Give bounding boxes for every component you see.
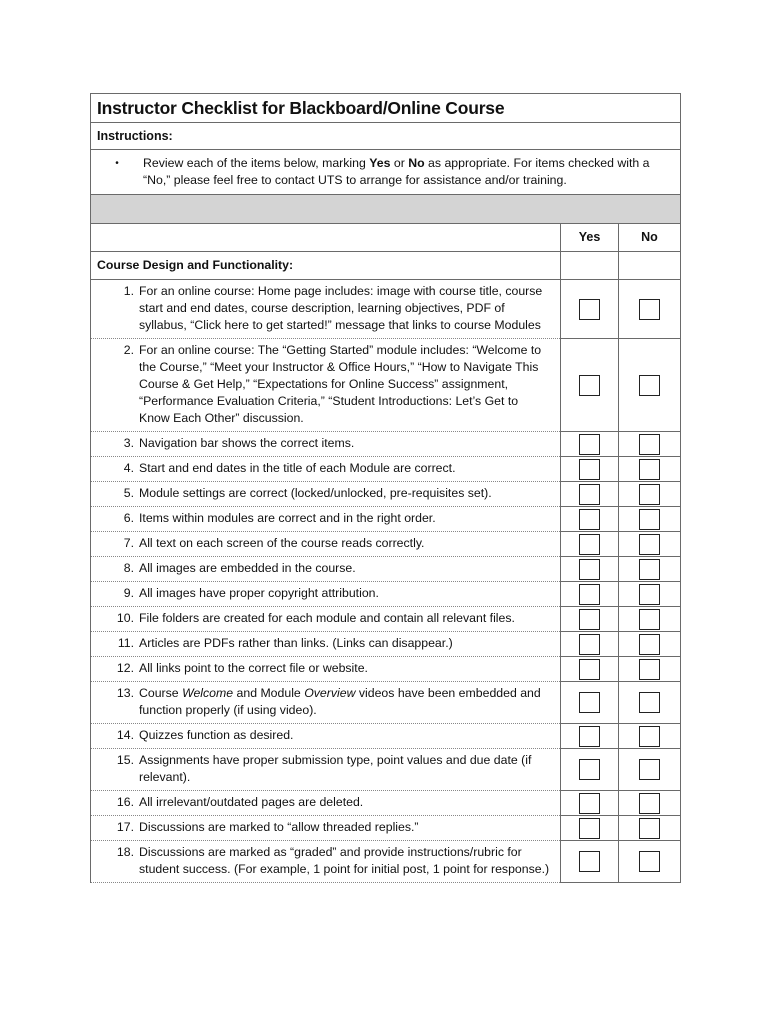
yes-cell [561,339,619,432]
item-number: 11. [117,636,134,650]
checklist-row [91,482,681,507]
item-text: Navigation bar shows the correct items. [139,436,355,450]
no-column-header: No [619,224,681,252]
item-number: 13. [116,686,134,700]
item-number: 2. [123,343,134,357]
yes-checkbox[interactable] [579,793,600,814]
item-text: File folders are created for each module and contain all relevant files. [139,611,515,625]
item-text: Discussions are marked as “graded” and provide instructions/rubric for student success. (For example, 1 point for initial post, 1 point for response.) [139,845,550,876]
item-number: 14. [116,728,134,742]
checklist-row [91,841,681,883]
no-checkbox[interactable] [639,375,660,396]
item-cell [91,749,561,791]
item-text: Quizzes function as desired. [139,728,294,742]
yes-cell [561,657,619,682]
yes-checkbox[interactable] [579,584,600,605]
checklist-row [91,724,681,749]
no-cell [619,482,681,507]
no-cell [619,749,681,791]
yes-cell [561,749,619,791]
no-cell [619,607,681,632]
no-cell [619,582,681,607]
item-text: Module settings are correct (locked/unlocked, pre-requisites set). [139,486,492,500]
yes-checkbox[interactable] [579,484,600,505]
yes-cell [561,841,619,883]
yes-cell [561,457,619,482]
item-text: All images have proper copyright attribution. [139,586,379,600]
item-number: 6. [123,511,134,525]
checklist-row [91,457,681,482]
item-cell [91,841,561,883]
no-checkbox[interactable] [639,609,660,630]
item-number: 7. [123,536,134,550]
item-number: 15. [116,753,134,767]
checklist-row [91,791,681,816]
no-checkbox[interactable] [639,559,660,580]
checklist-row [91,749,681,791]
item-cell [91,607,561,632]
item-text: All text on each screen of the course reads correctly. [139,536,425,550]
yes-checkbox[interactable] [579,659,600,680]
item-number: 16. [116,795,134,809]
item-cell [91,657,561,682]
yes-checkbox[interactable] [579,634,600,655]
yes-checkbox[interactable] [579,818,600,839]
checklist-items [91,280,681,883]
no-checkbox[interactable] [639,851,660,872]
yes-cell [561,557,619,582]
no-cell [619,682,681,724]
no-cell [619,280,681,339]
no-cell [619,816,681,841]
no-cell [619,557,681,582]
checklist-row [91,682,681,724]
no-checkbox[interactable] [639,509,660,530]
item-number: 3. [123,436,134,450]
yes-checkbox[interactable] [579,759,600,780]
no-checkbox[interactable] [639,299,660,320]
item-text: For an online course: The “Getting Started” module includes: “Welcome to the Course,” “Meet your Instructor & Office Hours,” “How to Navigate This Course & Get Help,” “Expectations for Online Success” assignment, “Performance Evaluation Criteria,” “Student Introductions: Let’s Get to Know Each Other” discussion. [139,343,542,425]
yes-cell [561,816,619,841]
bullet-icon: • [115,158,119,169]
no-checkbox[interactable] [639,759,660,780]
no-cell [619,457,681,482]
item-number: 17. [116,820,134,834]
no-checkbox[interactable] [639,793,660,814]
no-checkbox[interactable] [639,484,660,505]
yes-cell [561,532,619,557]
no-checkbox[interactable] [639,659,660,680]
yes-checkbox[interactable] [579,726,600,747]
yes-checkbox[interactable] [579,534,600,555]
item-text: Course Welcome and Module Overview videos have been embedded and function properly (if using video). [139,686,541,717]
item-number: 1. [123,284,134,298]
no-checkbox[interactable] [639,584,660,605]
no-cell [619,724,681,749]
yes-checkbox[interactable] [579,375,600,396]
no-cell [619,632,681,657]
item-text: Start and end dates in the title of each Module are correct. [139,461,456,475]
yes-cell [561,724,619,749]
checklist-row [91,557,681,582]
yes-checkbox[interactable] [579,559,600,580]
yes-checkbox[interactable] [579,299,600,320]
yes-cell [561,682,619,724]
item-text: For an online course: Home page includes: image with course title, course start and end dates, course description, learning objectives, PDF of syllabus, “Click here to get started!” message that links to course Modules [139,284,543,332]
item-text: All links point to the correct file or website. [139,661,368,675]
yes-cell [561,791,619,816]
checklist-row [91,632,681,657]
item-number: 4. [123,461,134,475]
section-title: Course Design and Functionality: [91,252,561,280]
yes-cell [561,582,619,607]
yes-column-header: Yes [561,224,619,252]
item-number: 12. [116,661,134,675]
gray-separator-row [91,195,681,224]
item-cell [91,557,561,582]
page-title: Instructor Checklist for Blackboard/Online Course [91,94,681,123]
checklist-row [91,507,681,532]
item-cell [91,532,561,557]
item-number: 5. [123,486,134,500]
instruction-body: Review each of the items below, marking Yes or No as appropriate. For items checked with a “No,” please feel free to contact UTS to arrange for assistance and/or training. [143,156,650,187]
yes-cell [561,432,619,457]
section-no-blank [619,252,681,280]
item-cell [91,457,561,482]
item-cell [91,339,561,432]
item-cell [91,682,561,724]
item-number: 18. [116,845,134,859]
checklist-row [91,607,681,632]
yes-cell [561,507,619,532]
item-cell [91,791,561,816]
checklist-row [91,339,681,432]
item-number: 10. [116,611,134,625]
no-cell [619,432,681,457]
checklist-row [91,657,681,682]
no-cell [619,532,681,557]
no-checkbox[interactable] [639,434,660,455]
checklist-row [91,532,681,557]
no-checkbox[interactable] [639,534,660,555]
yes-cell [561,607,619,632]
item-text: All irrelevant/outdated pages are deleted. [139,795,364,809]
header-blank-cell [91,224,561,252]
yes-cell [561,632,619,657]
yes-cell [561,280,619,339]
yes-checkbox[interactable] [579,509,600,530]
checklist-row [91,816,681,841]
yes-checkbox[interactable] [579,434,600,455]
item-text: All images are embedded in the course. [139,561,356,575]
no-checkbox[interactable] [639,692,660,713]
item-cell [91,280,561,339]
section-yes-blank [561,252,619,280]
no-cell [619,841,681,883]
item-text: Discussions are marked to “allow threaded replies.” [139,820,419,834]
no-checkbox[interactable] [639,634,660,655]
no-checkbox[interactable] [639,459,660,480]
no-cell [619,657,681,682]
item-cell [91,632,561,657]
item-number: 8. [123,561,134,575]
checklist-row [91,582,681,607]
no-cell [619,507,681,532]
instructions-label: Instructions: [91,123,681,150]
item-cell [91,432,561,457]
item-cell [91,582,561,607]
no-cell [619,791,681,816]
no-checkbox[interactable] [639,818,660,839]
item-text: Articles are PDFs rather than links. (Links can disappear.) [139,636,453,650]
item-cell [91,482,561,507]
item-text: Assignments have proper submission type, point values and due date (if relevant). [139,753,532,784]
instructions-text [91,150,681,195]
checklist-row [91,280,681,339]
item-cell [91,724,561,749]
checklist-table [90,93,681,883]
item-text: Items within modules are correct and in the right order. [139,511,436,525]
checklist-row [91,432,681,457]
yes-checkbox[interactable] [579,459,600,480]
checklist-page [90,93,680,883]
item-cell [91,816,561,841]
yes-checkbox[interactable] [579,609,600,630]
item-number: 9. [123,586,134,600]
yes-checkbox[interactable] [579,851,600,872]
no-checkbox[interactable] [639,726,660,747]
yes-cell [561,482,619,507]
no-cell [619,339,681,432]
item-cell [91,507,561,532]
yes-checkbox[interactable] [579,692,600,713]
